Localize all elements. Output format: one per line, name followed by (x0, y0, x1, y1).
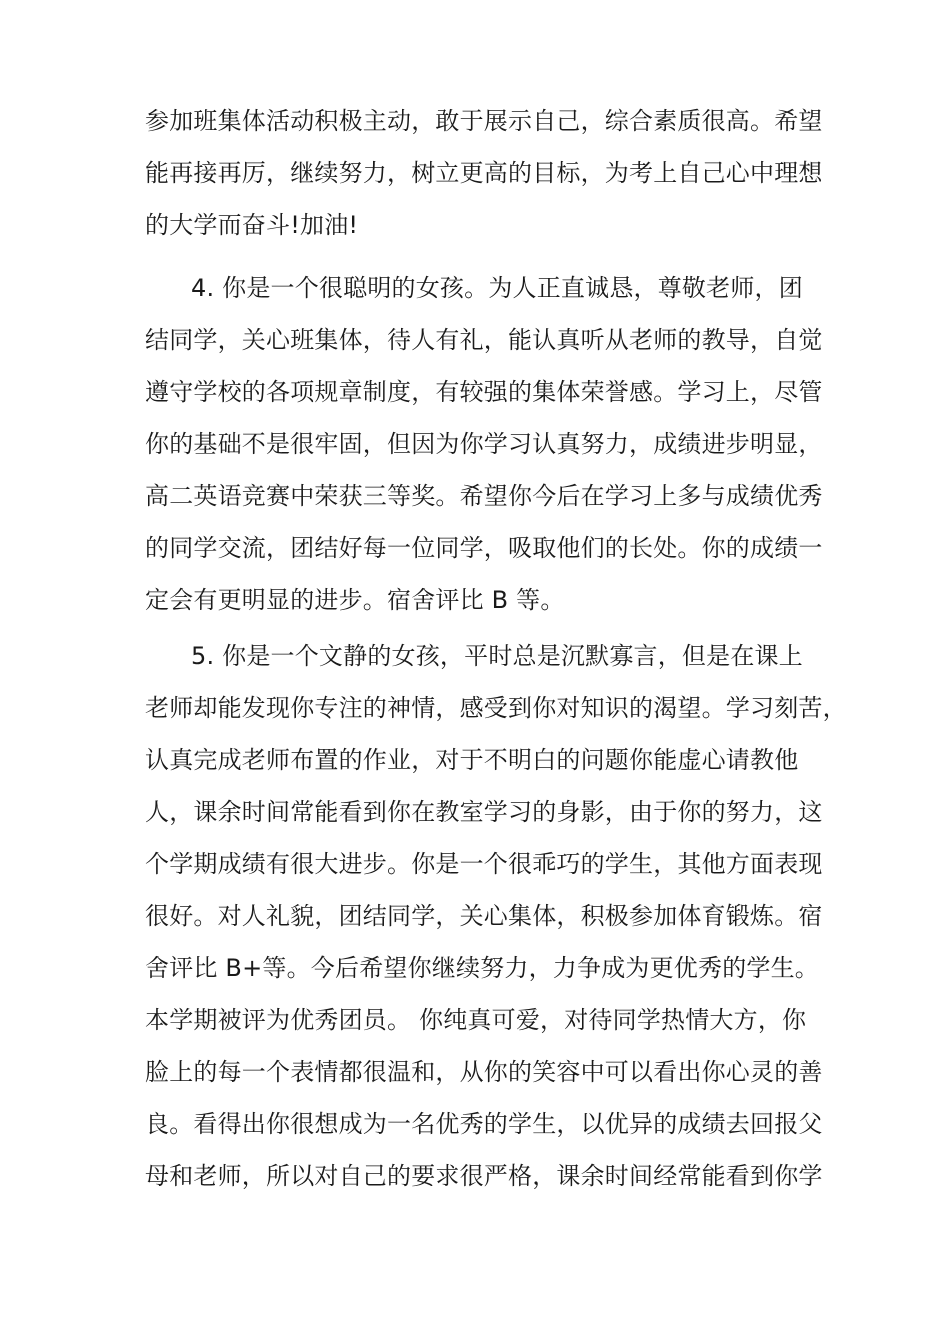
text-line: 老师却能发现你专注的神情，感受到你对知识的渴望。学习刻苦， (145, 694, 847, 722)
text-line: 本学期被评为优秀团员。 你纯真可爱，对待同学热情大方，你 (145, 1006, 807, 1034)
text-line: 很好。对人礼貌，团结同学，关心集体，积极参加体育锻炼。宿 (145, 902, 823, 930)
text-line: 高二英语竞赛中荣获三等奖。希望你今后在学习上多与成绩优秀 (145, 482, 823, 510)
text-line: 结同学，关心班集体，待人有礼，能认真听从老师的教导，自觉 (145, 326, 823, 354)
text-line: 认真完成老师布置的作业，对于不明白的问题你能虚心请教他 (145, 746, 799, 774)
text-line: 脸上的每一个表情都很温和，从你的笑容中可以看出你心灵的善 (145, 1058, 823, 1086)
text-line: 你的基础不是很牢固，但因为你学习认真努力，成绩进步明显， (145, 430, 823, 458)
text-line: 个学期成绩有很大进步。你是一个很乖巧的学生，其他方面表现 (145, 850, 823, 878)
text-line: 5. 你是一个文静的女孩，平时总是沉默寡言，但是在课上 (191, 642, 803, 670)
text-line: 良。看得出你很想成为一名优秀的学生，以优异的成绩去回报父 (145, 1110, 823, 1138)
paragraph-item-5 (145, 630, 847, 1202)
text-line: 能再接再厉，继续努力，树立更高的目标，为考上自己心中理想 (145, 159, 823, 187)
text-line: 参加班集体活动积极主动，敢于展示自己，综合素质很高。希望 (145, 107, 823, 135)
text-line: 4. 你是一个很聪明的女孩。为人正直诚恳，尊敬老师，团 (191, 274, 803, 302)
text-line: 的大学而奋斗!加油! (145, 211, 359, 239)
text-line: 定会有更明显的进步。宿舍评比 B 等。 (145, 586, 565, 614)
text-line: 母和老师，所以对自己的要求很严格，课余时间经常能看到你学 (145, 1162, 823, 1190)
text-line: 舍评比 B+等。今后希望你继续努力，力争成为更优秀的学生。 (145, 954, 820, 982)
text-line: 遵守学校的各项规章制度，有较强的集体荣誉感。学习上，尽管 (145, 378, 823, 406)
text-line: 的同学交流，团结好每一位同学，吸取他们的长处。你的成绩一 (145, 534, 823, 562)
paragraph-continued (145, 95, 823, 251)
text-line: 人，课余时间常能看到你在教室学习的身影，由于你的努力，这 (145, 798, 823, 826)
paragraph-item-4 (145, 262, 823, 626)
